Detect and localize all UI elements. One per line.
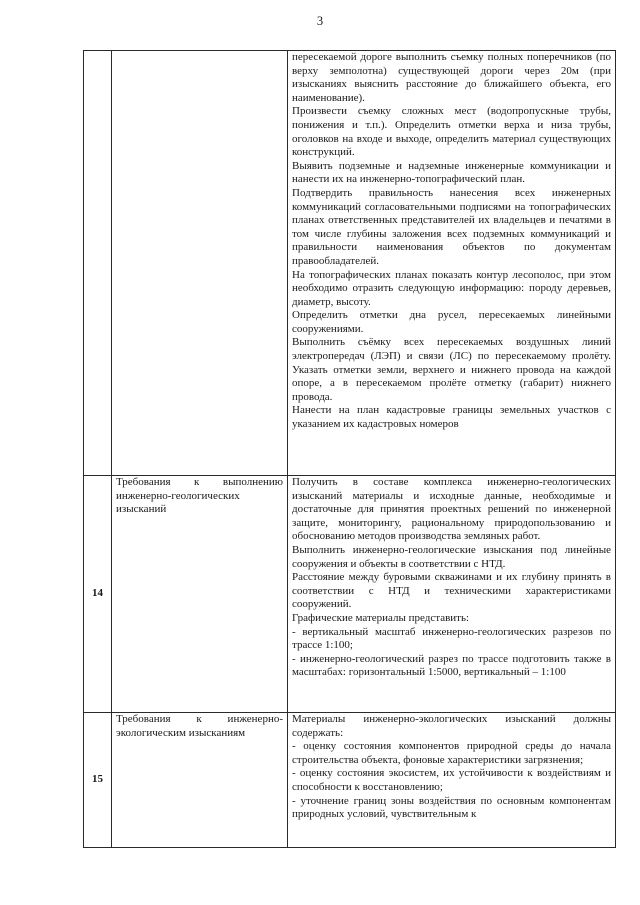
paragraph: пересекаемой дороге выполнить съемку полных поперечников (по верху земполотна) существующей дороги через 20м (при изысканиях выяснить расстояние до ближайшего объекта, его наименование). [292, 51, 611, 104]
paragraph: Графические материалы представить: [292, 611, 470, 624]
paragraph: На топографических планах показать контур лесополос, при этом необходимо отразить следующую информацию: породу деревьев, диаметр, высоту. [292, 268, 611, 308]
paragraph: Выполнить съёмку всех пересекаемых воздушных линий электропередач (ЛЭП) и связи (ЛС) по пересекаемому пролёту. Указать отметки земли, верхнего и нижнего провода на каждой опоре, а в пересекаемом пролёте отметку (габарит) нижнего провода. [292, 336, 611, 403]
requirement-name-cell [112, 51, 288, 476]
requirement-name-cell [112, 713, 288, 848]
paragraph: Выявить подземные и надземные инженерные коммуникации и нанести их на инженерно-топографический план. [292, 159, 611, 186]
table-row [84, 51, 616, 476]
requirement-name: Требования к выполнению инженерно-геологических изысканий [116, 476, 283, 516]
paragraph: - оценку состояния компонентов природной среды до начала строительства объекта, фоновые характеристики загрязнения; [292, 740, 611, 766]
paragraph: Получить в составе комплекса инженерно-геологических изысканий материалы и исходные данные, необходимые и достаточные для принятия проектных решений по инженерной защите, мониторингу, рациональному природопользованию и обоснованию методов производства земляных работ. [292, 476, 611, 543]
row-number-cell [84, 51, 112, 476]
row-number-cell: 15 [84, 713, 112, 848]
paragraph: - уточнение границ зоны воздействия по основным компонентам природных условий, чувствительным к [292, 794, 611, 821]
paragraph: - инженерно-геологический разрез по трассе подготовить также в масштабах: горизонтальный 1:5000, вертикальный – 1:100 [292, 652, 611, 679]
table-row [84, 476, 616, 713]
requirement-text-cell [288, 713, 616, 848]
paragraph: Произвести съемку сложных мест (водопропускные трубы, понижения и т.п.). Определить отметки верха и низа трубы, оголовков на входе и выходе, определить материал существующих конструкций. [292, 105, 611, 159]
requirement-text-cell [288, 476, 616, 713]
requirement-text-cell [288, 51, 616, 476]
paragraph: Определить отметки дна русел, пересекаемых линейными сооружениями. [292, 309, 611, 335]
paragraph: Нанести на план кадастровые границы земельных участков с указанием их кадастровых номеров [292, 404, 611, 431]
paragraph: Подтвердить правильность нанесения всех инженерных коммуникаций согласовательными подписями на топографических планах ответственных представителей их владельцев и печатями в том числе глубины заложения всех подземных коммуникаций и правильности наименования объектов по документам правообладателей. [292, 186, 611, 267]
paragraph: - оценку состояния экосистем, их устойчивости к воздействиям и способности к восстановлению; [292, 767, 611, 793]
requirement-name: Требования к инженерно-экологическим изысканиям [116, 713, 283, 739]
paragraph: - вертикальный масштаб инженерно-геологических разрезов по трассе 1:100; [292, 625, 611, 652]
paragraph: Материалы инженерно-экологических изысканий должны содержать: [292, 713, 611, 739]
paragraph: Расстояние между буровыми скважинами и их глубину принять в соответствии с НТД и техническими характеристиками сооружений. [292, 571, 611, 611]
table-row [84, 713, 616, 848]
requirements-table [83, 50, 616, 848]
paragraph: Выполнить инженерно-геологические изыскания под линейные сооружения и объекты в соответствии с НТД. [292, 543, 611, 570]
page-number: 3 [316, 14, 324, 28]
row-number-cell: 14 [84, 476, 112, 713]
requirement-name-cell [112, 476, 288, 713]
